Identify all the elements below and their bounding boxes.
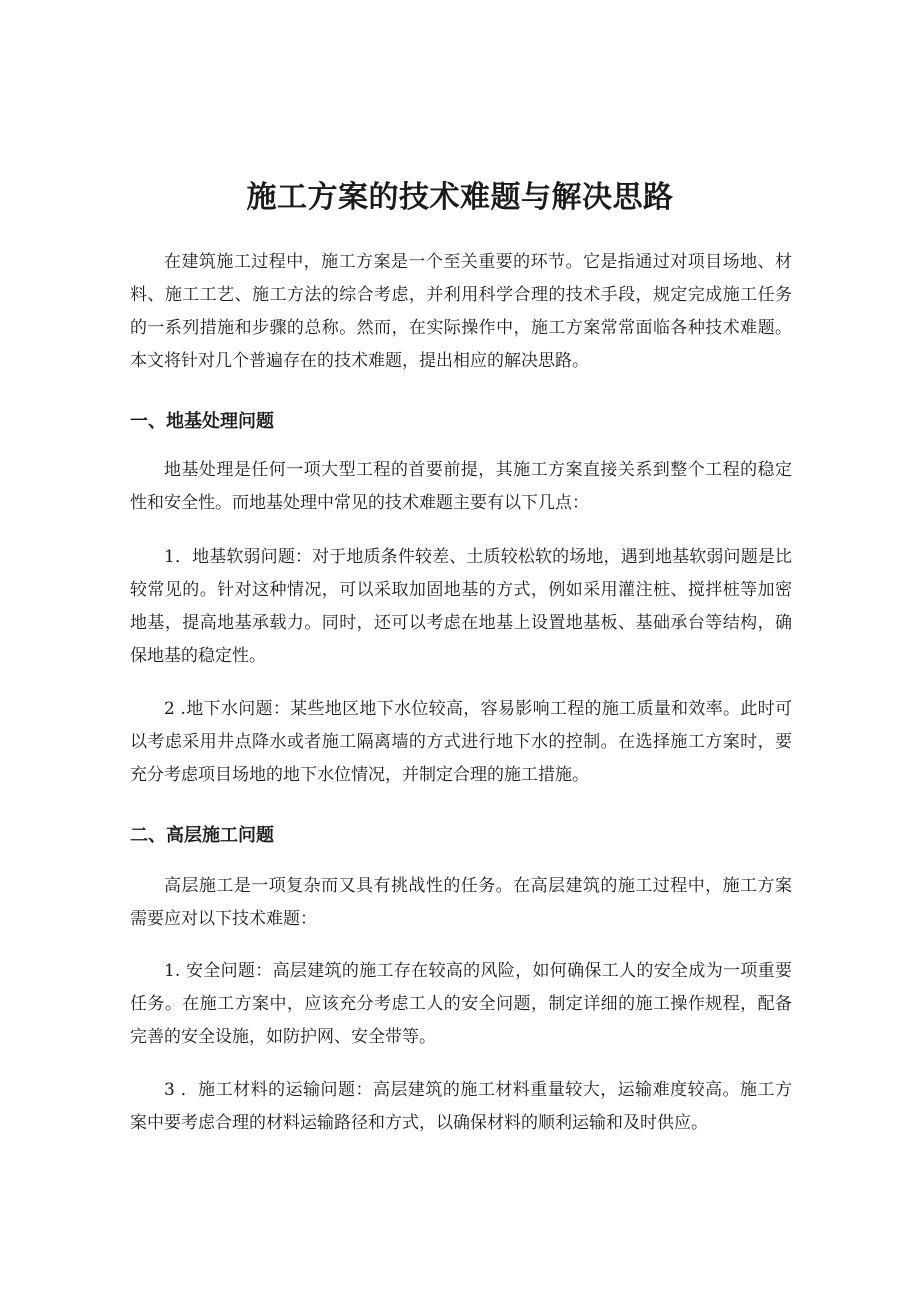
- section-intro-paragraph: 地基处理是任何一项大型工程的首要前提，其施工方案直接关系到整个工程的稳定性和安全性。而地基处理中常见的技术难题主要有以下几点：: [130, 460, 792, 513]
- section-intro-paragraph: 高层施工是一项复杂而又具有挑战性的任务。在高层建筑的施工过程中，施工方案需要应对以下技术难题：: [130, 876, 792, 929]
- list-item: 2 .地下水问题：某些地区地下水位较高，容易影响工程的施工质量和效率。此时可以考虑采用井点降水或者施工隔离墙的方式进行地下水的控制。在选择施工方案时，要充分考虑项目场地的地下水位情况，并制定合理的施工措施。: [130, 699, 792, 785]
- list-item: 1. 安全问题：高层建筑的施工存在较高的风险，如何确保工人的安全成为一项重要任务。在施工方案中，应该充分考虑工人的安全问题，制定详细的施工操作规程，配备完善的安全设施，如防护网、安全带等。: [130, 961, 792, 1047]
- section-heading-high-rise: 二、高层施工问题: [130, 825, 274, 846]
- list-item: 1．地基软弱问题：对于地质条件较差、土质较松软的场地，遇到地基软弱问题是比较常见的。针对这种情况，可以采取加固地基的方式，例如采用灌注桩、搅拌桩等加密地基，提高地基承载力。同时，还可以考虑在地基上设置地基板、基础承台等结构，确保地基的稳定性。: [130, 547, 792, 666]
- intro-paragraph: 在建筑施工过程中，施工方案是一个至关重要的环节。它是指通过对项目场地、材料、施工工艺、施工方法的综合考虑，并利用科学合理的技术手段，规定完成施工任务的一系列措施和步骤的总称。然而，在实际操作中，施工方案常常面临各种技术难题。本文将针对几个普遍存在的技术难题，提出相应的解决思路。: [130, 252, 792, 371]
- page-title: 施工方案的技术难题与解决思路: [246, 180, 674, 215]
- list-item: 3 ．施工材料的运输问题：高层建筑的施工材料重量较大，运输难度较高。施工方案中要考虑合理的材料运输路径和方式，以确保材料的顺利运输和及时供应。: [130, 1080, 792, 1133]
- section-heading-foundation: 一、地基处理问题: [130, 411, 274, 432]
